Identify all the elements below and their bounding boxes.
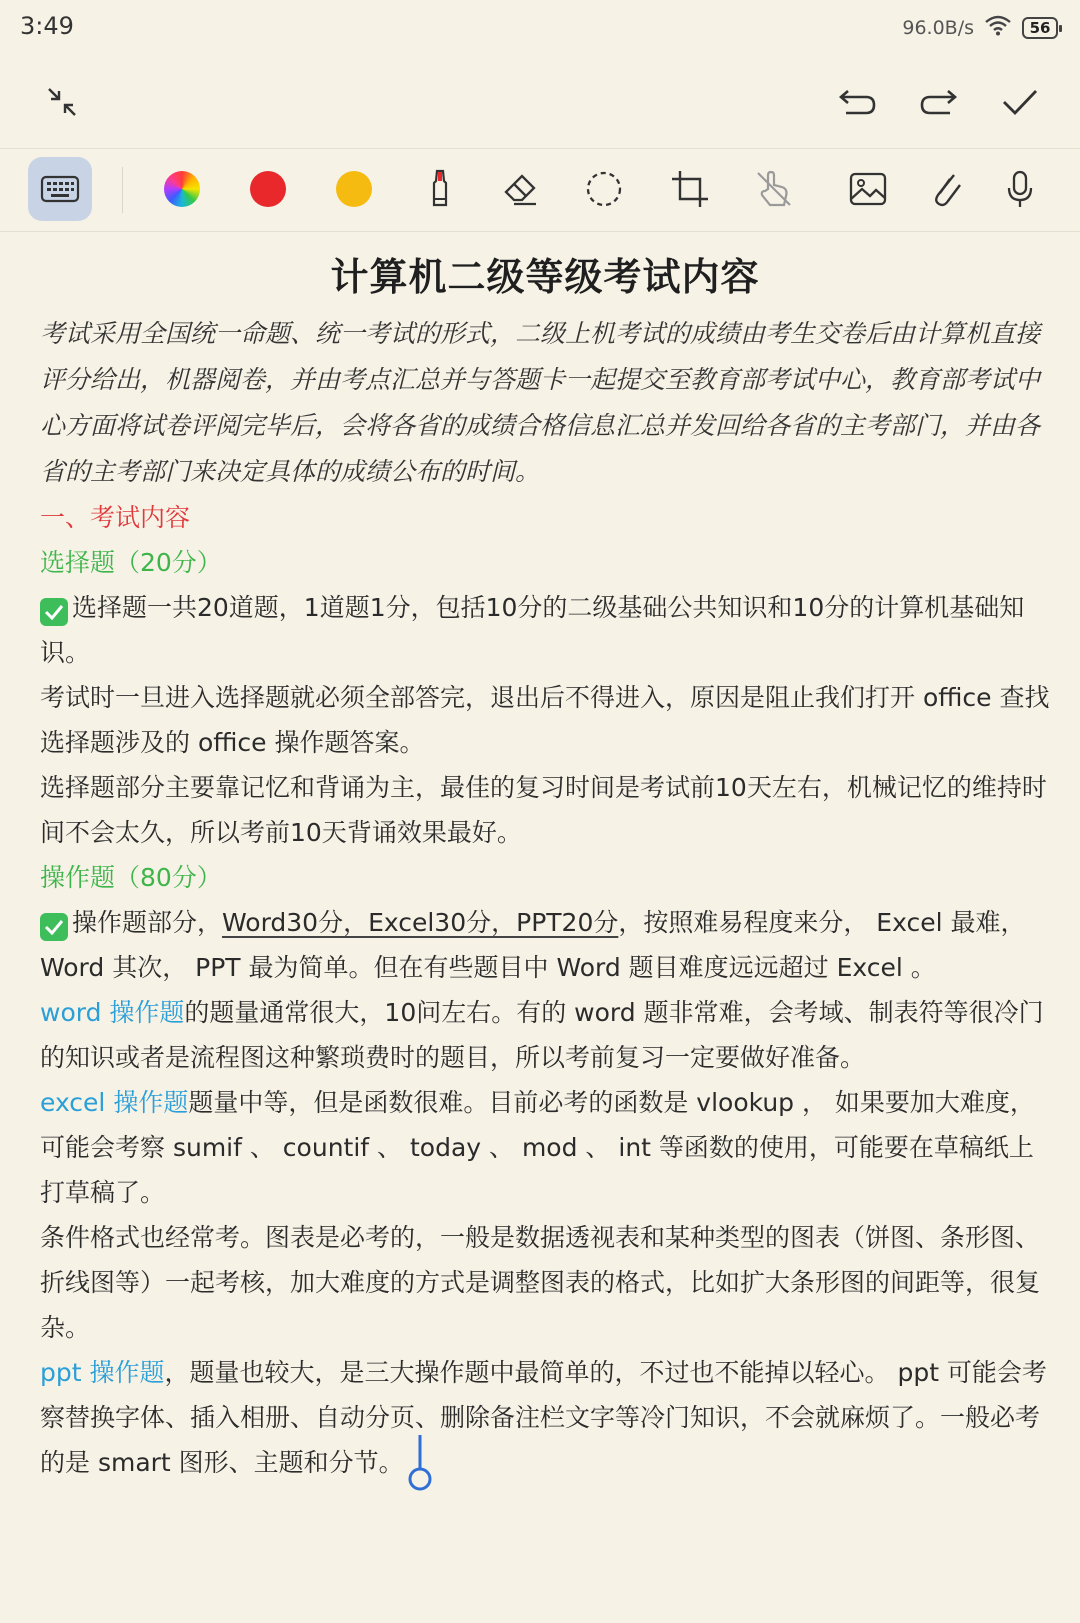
toolbar-divider bbox=[122, 167, 123, 213]
status-bar bbox=[0, 0, 1080, 56]
text-cursor-handle[interactable] bbox=[404, 1449, 434, 1479]
excel-link[interactable]: excel 操作题 bbox=[40, 1088, 189, 1117]
doc-title: 计算机二级等级考试内容 bbox=[330, 255, 760, 299]
score-breakdown: Word30分，Excel30分，PPT20分 bbox=[222, 908, 619, 937]
pen-toolbar bbox=[0, 148, 1080, 232]
checkmark-icon bbox=[40, 913, 68, 941]
redo-icon[interactable] bbox=[916, 80, 960, 124]
red-color-swatch[interactable] bbox=[236, 157, 300, 221]
excel-paragraph: excel 操作题题量中等，但是函数很难。目前必考的函数是 vlookup ， 如果要加大难度，可能会考察 sumif 、 countif 、 today 、 mod 、 int 等函数的使用，可能要在草稿纸上打草稿了。 bbox=[40, 1088, 1035, 1207]
hand-icon[interactable] bbox=[742, 157, 806, 221]
intro-paragraph: 考试采用全国统一命题、统一考试的形式，二级上机考试的成绩由考生交卷后由计算机直接评分给出，机器阅卷，并由考点汇总并与答题卡一起提交至教育部考试中心，教育部考试中心方面将试卷评阅完毕后，会将各省的成绩合格信息汇总并发回给各省的主考部门，并由各省的主考部门来决定具体的成绩公布的时间。 bbox=[40, 319, 1041, 486]
check-icon[interactable] bbox=[998, 80, 1042, 124]
crop-icon[interactable] bbox=[658, 157, 722, 221]
lasso-select-icon[interactable] bbox=[572, 157, 636, 221]
section-heading: 一、考试内容 bbox=[40, 503, 191, 532]
undo-icon[interactable] bbox=[836, 80, 880, 124]
color-wheel-icon[interactable] bbox=[150, 157, 214, 221]
yellow-color-swatch[interactable] bbox=[322, 157, 386, 221]
choice-paragraph-2: 考试时一旦进入选择题就必须全部答完，退出后不得进入，原因是阻止我们打开 office 查找选择题涉及的 office 操作题答案。 bbox=[40, 683, 1050, 757]
operation-paragraph: 操作题部分，Word30分，Excel30分，PPT20分，按照难易程度来分， Excel 最难， Word 其次， PPT 最为简单。但在有些题目中 Word 题目难度远远超过 Excel 。 bbox=[40, 908, 1026, 982]
marker-icon[interactable] bbox=[408, 157, 472, 221]
status-time: 3:49 bbox=[20, 12, 74, 40]
operation-heading: 操作题（80分） bbox=[40, 863, 222, 892]
status-right bbox=[902, 14, 1058, 41]
word-paragraph: word 操作题的题量通常很大，10问左右。有的 word 题非常难，会考域、制表符等很冷门的知识或者是流程图这种繁琐费时的题目，所以考前复习一定要做好准备。 bbox=[40, 998, 1044, 1072]
checkmark-icon bbox=[40, 598, 68, 626]
top-action-bar bbox=[0, 62, 1080, 142]
ppt-link[interactable]: ppt 操作题 bbox=[40, 1358, 165, 1387]
wifi-icon bbox=[984, 14, 1012, 41]
microphone-icon[interactable] bbox=[988, 157, 1052, 221]
choice-heading: 选择题（20分） bbox=[40, 548, 222, 577]
eraser-icon[interactable] bbox=[488, 157, 552, 221]
battery-icon: 56 bbox=[1022, 17, 1058, 39]
chart-paragraph: 条件格式也经常考。图表是必考的，一般是数据透视表和某种类型的图表（饼图、条形图、折线图等）一起考核，加大难度的方式是调整图表的格式，比如扩大条形图的间距等，很复杂。 bbox=[40, 1223, 1041, 1342]
word-link[interactable]: word 操作题 bbox=[40, 998, 185, 1027]
network-speed: 96.0B/s bbox=[902, 16, 974, 39]
choice-paragraph-1: 选择题一共20道题，1道题1分，包括10分的二级基础公共知识和10分的计算机基础知识。 bbox=[40, 593, 1025, 667]
note-document[interactable] bbox=[40, 240, 1050, 1485]
attachment-icon[interactable] bbox=[914, 157, 978, 221]
collapse-icon[interactable] bbox=[40, 80, 84, 124]
image-icon[interactable] bbox=[836, 157, 900, 221]
choice-paragraph-3: 选择题部分主要靠记忆和背诵为主，最佳的复习时间是考试前10天左右，机械记忆的维持时间不会太久，所以考前10天背诵效果最好。 bbox=[40, 773, 1047, 847]
keyboard-icon[interactable] bbox=[28, 157, 92, 221]
ppt-paragraph: ppt 操作题，题量也较大，是三大操作题中最简单的，不过也不能掉以轻心。 ppt 可能会考察替换字体、插入相册、自动分页、删除备注栏文字等冷门知识，不会就麻烦了。一般必考的是 smart 图形、主题和分节。 bbox=[40, 1350, 1050, 1485]
